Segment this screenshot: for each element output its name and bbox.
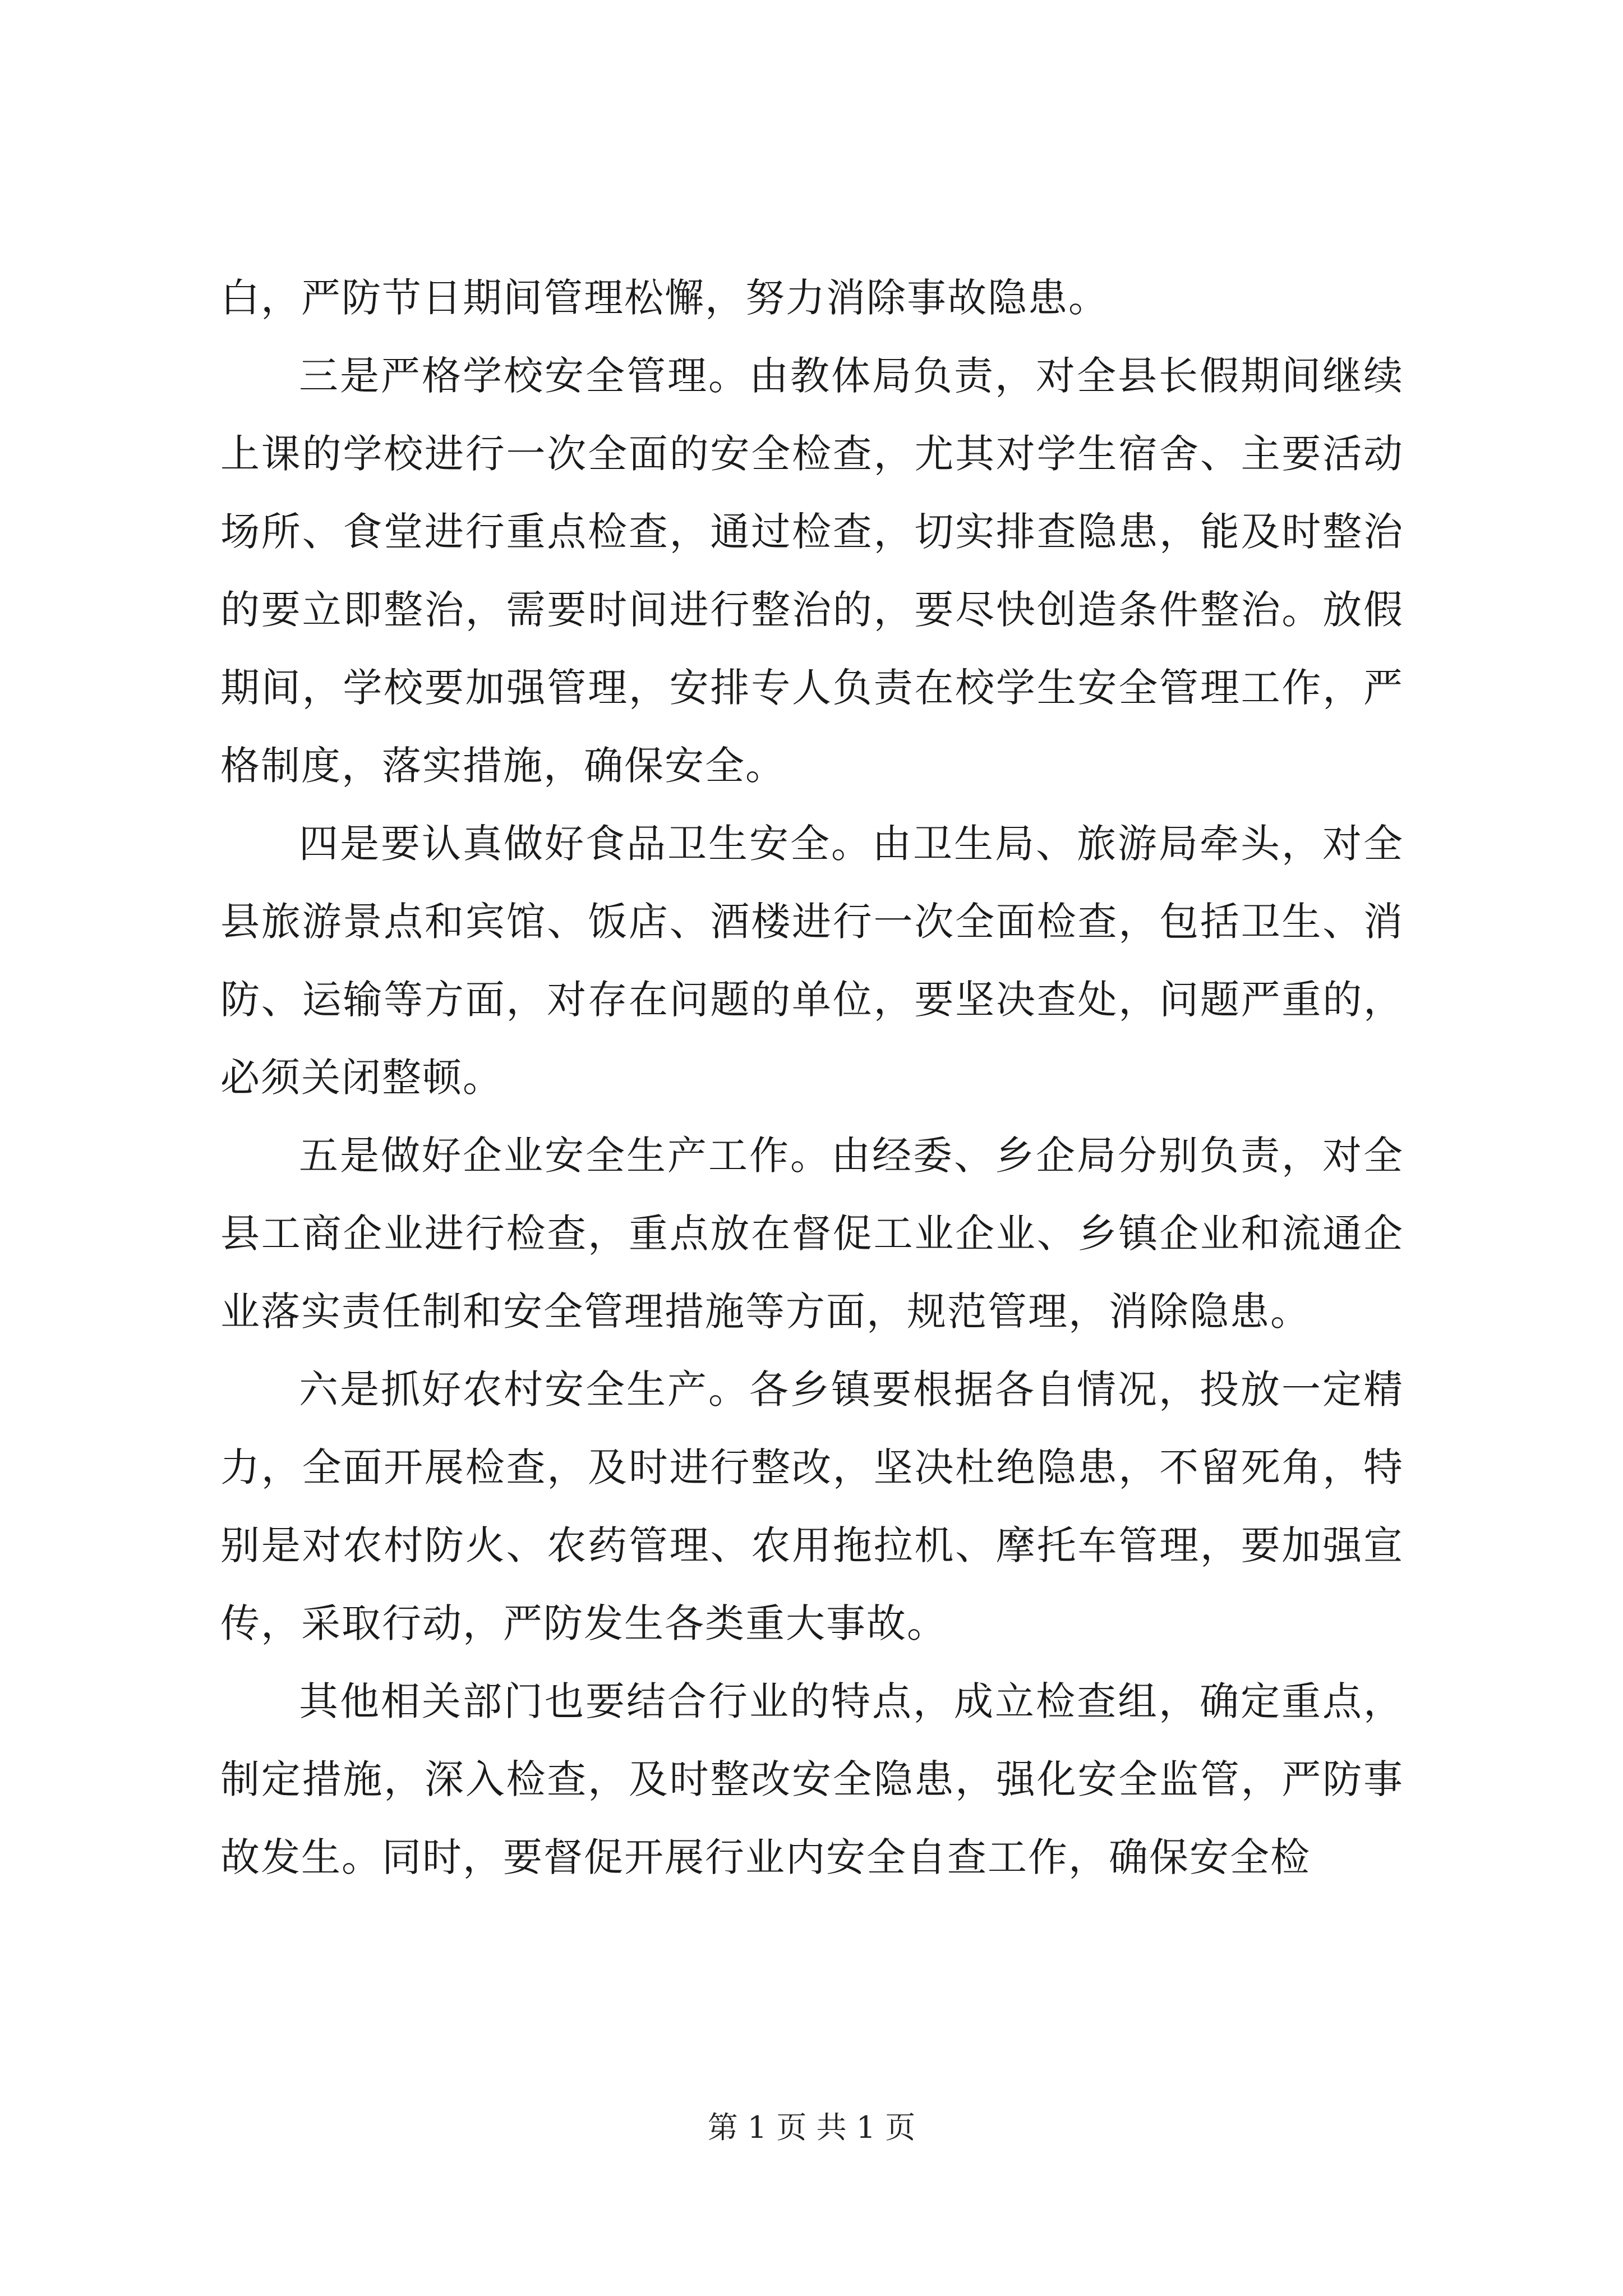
document-body bbox=[220, 259, 1404, 1897]
paragraph-continuation: 白，严防节日期间管理松懈，努力消除事故隐患。 bbox=[220, 275, 1109, 321]
paragraph-school-safety: 三是严格学校安全管理。由教体局负责，对全县长假期间继续上课的学校进行一次全面的安全检查，尤其对学生宿舍、主要活动场所、食堂进行重点检查，通过检查，切实排查隐患，能及时整治的要立即整治，需要时间进行整治的，要尽快创造条件整治。放假期间，学校要加强管理，安排专人负责在校学生安全管理工作，严格制度，落实措施，确保安全。 bbox=[220, 353, 1404, 789]
paragraph-food-safety: 四是要认真做好食品卫生安全。由卫生局、旅游局牵头，对全县旅游景点和宾馆、饭店、酒楼进行一次全面检查，包括卫生、消防、运输等方面，对存在问题的单位，要坚决查处，问题严重的，必须关闭整顿。 bbox=[220, 821, 1404, 1101]
paragraph-enterprise-safety: 五是做好企业安全生产工作。由经委、乡企局分别负责，对全县工商企业进行检查，重点放在督促工业企业、乡镇企业和流通企业落实责任制和安全管理措施等方面，规范管理，消除隐患。 bbox=[220, 1133, 1404, 1335]
paragraph-other-departments: 其他相关部门也要结合行业的特点，成立检查组，确定重点，制定措施，深入检查，及时整改安全隐患，强化安全监管，严防事故发生。同时，要督促开展行业内安全自查工作，确保安全检 bbox=[220, 1678, 1404, 1880]
page-footer: 第 1 页 共 1 页 bbox=[707, 2110, 916, 2145]
paragraph-rural-safety: 六是抓好农村安全生产。各乡镇要根据各自情况，投放一定精力，全面开展检查，及时进行整改，坚决杜绝隐患，不留死角，特别是对农村防火、农药管理、农用拖拉机、摩托车管理，要加强宣传，采取行动，严防发生各类重大事故。 bbox=[220, 1366, 1404, 1646]
